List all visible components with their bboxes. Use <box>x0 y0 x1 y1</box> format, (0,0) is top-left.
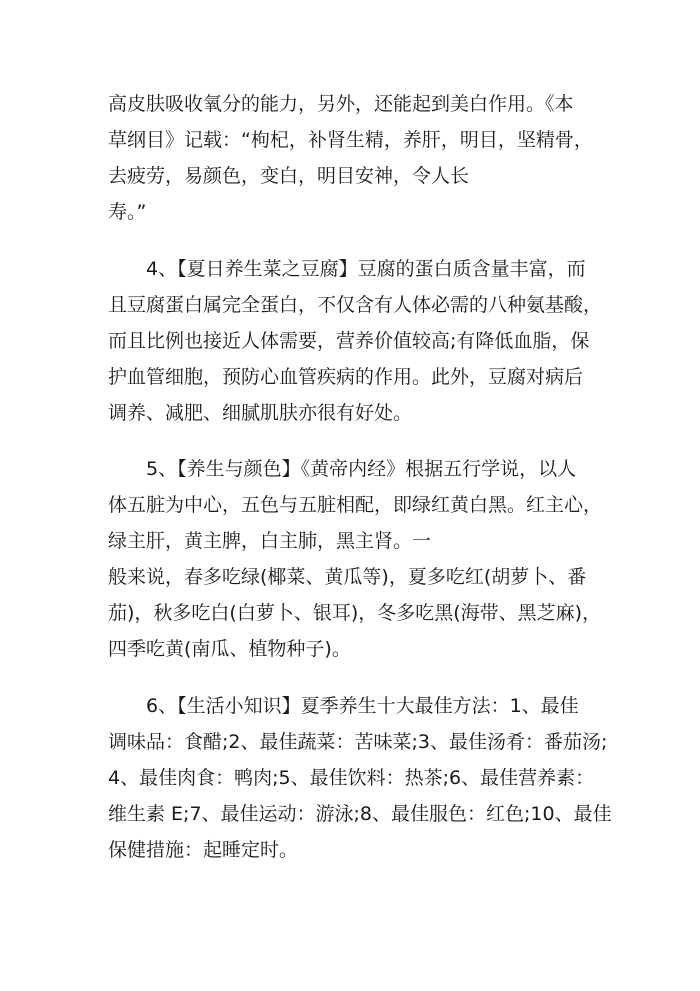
text-line: 调养、减肥、细腻肌肤亦很有好处。 <box>108 402 413 424</box>
text-line: 去疲劳，易颜色，变白，明目安神，令人长 <box>108 165 470 187</box>
text-line: 高皮肤吸收氧分的能力，另外，还能起到美白作用。《本 <box>108 93 574 115</box>
text-line: 绿主肝，黄主脾，白主肺，黑主肾。一 <box>108 530 432 552</box>
text-line: 护血管细胞，预防心血管疾病的作用。此外，豆腐对病后 <box>108 366 584 388</box>
text-line: 6、【生活小知识】夏季养生十大最佳方法：1、最佳 <box>146 695 579 717</box>
text-line: 保健措施：起睡定时。 <box>108 839 299 861</box>
text-line: 般来说，春多吃绿(椰菜、黄瓜等)，夏多吃红(胡萝卜、番 <box>108 566 587 588</box>
text-line: 5、【养生与颜色】《黄帝内经》根据五行学说，以人 <box>146 458 577 480</box>
text-line: 茄)，秋多吃白(白萝卜、银耳)，冬多吃黑(海带、黑芝麻)， <box>108 602 602 624</box>
text-line: 4、最佳肉食：鸭肉;5、最佳饮料：热茶;6、最佳营养素： <box>108 767 595 789</box>
text-line: 四季吃黄(南瓜、植物种子)。 <box>108 638 351 660</box>
text-line: 调味品：食醋;2、最佳蔬菜：苦味菜;3、最佳汤肴：番茄汤; <box>108 731 608 753</box>
text-line: 寿。” <box>108 201 147 223</box>
text-line: 而且比例也接近人体需要，营养价值较高;有降低血脂，保 <box>108 330 590 352</box>
text-line: 体五脏为中心，五色与五脏相配，即绿红黄白黑。红主心， <box>108 494 603 516</box>
text-line: 4、【夏日养生菜之豆腐】豆腐的蛋白质含量丰富，而 <box>146 258 586 280</box>
text-line: 草纲目》记载：“枸杞，补肾生精，养肝，明目，坚精骨， <box>108 129 593 151</box>
text-line: 维生素 E;7、最佳运动：游泳;8、最佳服色：红色;10、最佳 <box>108 803 612 825</box>
text-line: 且豆腐蛋白属完全蛋白，不仅含有人体必需的八种氨基酸， <box>108 294 603 316</box>
